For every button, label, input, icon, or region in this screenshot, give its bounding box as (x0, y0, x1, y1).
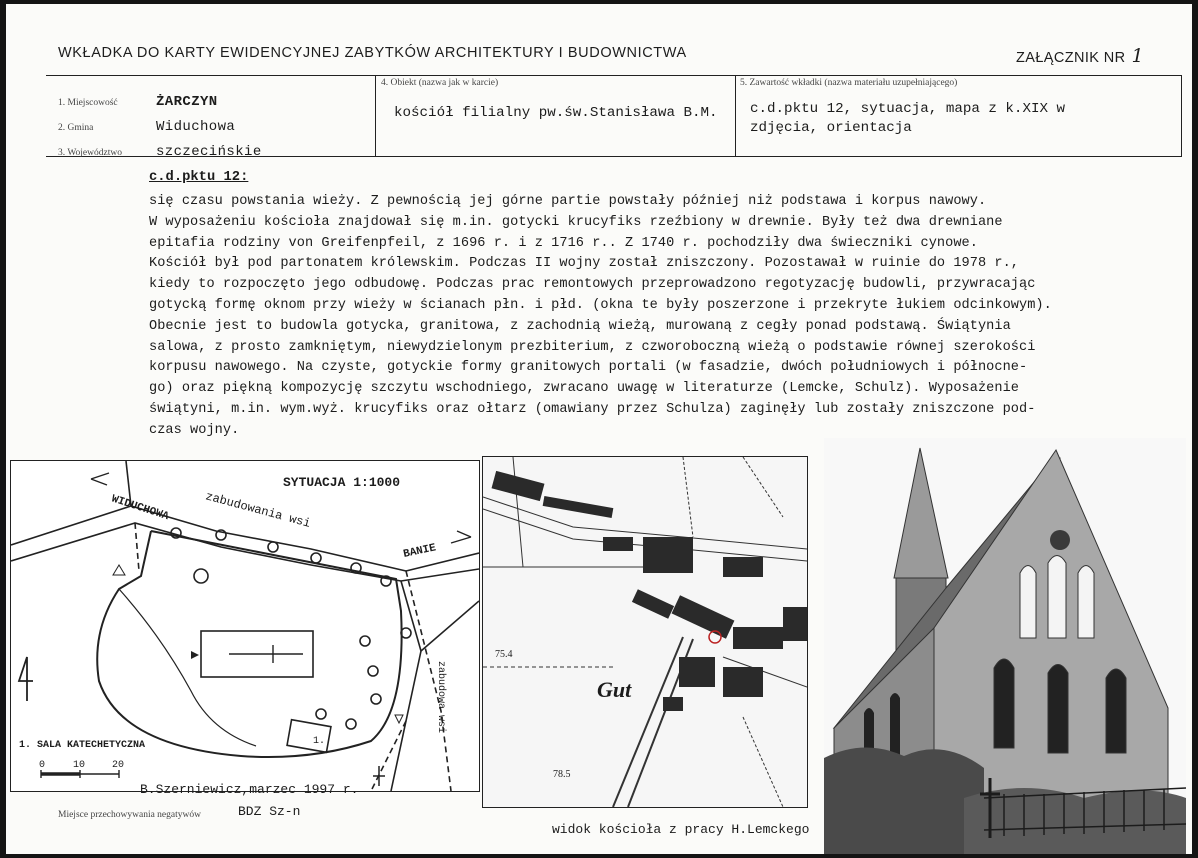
tree-symbol (311, 553, 321, 563)
map-building (733, 627, 783, 649)
map-building (723, 667, 763, 697)
body-line: Obecnie jest to budowla gotycka, granitowa, z zachodnią wieżą, murowaną z cegły ponad podstawą. Świątynia (149, 318, 1011, 334)
road-line (135, 523, 139, 571)
scale-label-20: 20 (112, 760, 125, 771)
record-sheet (6, 4, 1192, 854)
village-buildings-label: zabudowania wsi (203, 489, 312, 531)
body-line: kiedy to rozpoczęto jego odbudowę. Podczas prac remontowych przeprowadzono regotyzację budowli, przywracając (149, 277, 1036, 293)
body-line: korpusu nawowego. Na czyste, gotyckie formy granitowych portali (w fasadzie, dwóch południowych i północne- (149, 360, 1028, 376)
attachment-number (1016, 45, 1144, 67)
gothic-window (1020, 566, 1036, 639)
gothic-window (1078, 566, 1094, 639)
tree-symbol (371, 694, 381, 704)
body-line: go) oraz piękną kompozycję szczytu wschodniego, zwracano uwagę w literaturze (Lemcke, Schulz). Wyposażenie (149, 381, 1020, 397)
gothic-window (890, 693, 900, 758)
tree-symbol (346, 719, 356, 729)
negatives-storage-label: Miejsce przechowywania negatywów (58, 810, 201, 820)
map-elevation: 75.4 (495, 649, 513, 660)
gothic-window (1048, 556, 1066, 639)
attachment-label: ZAŁĄCZNIK NR (1016, 50, 1126, 66)
form-column-divider-2 (735, 75, 736, 157)
contents-value-line-1: c.d.pktu 12, sytuacja, mapa z k.XIX w (750, 101, 1066, 117)
historic-map-drawing (483, 457, 807, 807)
map-building (643, 537, 693, 573)
road-line (421, 601, 479, 651)
road-line (401, 569, 479, 581)
body-text (149, 192, 1052, 442)
body-line: gotycką formę oknom przy wieży w ścianach płn. i płd. (okna te były poszerzone i przekryte łukiem odcinkowym). (149, 297, 1052, 313)
side-buildings-label: zabudowa wsi (435, 661, 446, 734)
tree-symbol (316, 709, 326, 719)
gothic-window (1048, 665, 1068, 754)
body-line: Kościół był pod partonatem królewskim. Podczas II wojny został zniszczony. Pozostawał w ruinie do 1978 r., (149, 256, 1020, 272)
object-label: 4. Obiekt (nazwa jak w karcie) (381, 78, 499, 88)
church-photo (824, 438, 1186, 854)
body-line: czas wojny. (149, 422, 240, 438)
body-line: W wyposażeniu kościoła znajdował się m.in. gotycki krucyfiks rzeźbiony w drewnie. Były też dwa drewniane (149, 214, 1003, 230)
form-right-edge (1181, 75, 1182, 157)
site-plan-drawing (11, 461, 479, 791)
negatives-storage-value: BDZ Sz-n (238, 804, 301, 819)
body-line: się czasu powstania wieży. Z pewnością jej górne partie powstały później niż podstawa i korpus nawowy. (149, 194, 987, 209)
historic-map (482, 456, 808, 808)
map-label-gut: Gut (597, 677, 632, 702)
contents-label: 5. Zawartość wkładki (nazwa materiału uzupełniającego) (740, 78, 958, 88)
contents-value-line-2: zdjęcia, orientacja (750, 120, 912, 136)
section-heading: c.d.pktu 12: (149, 170, 249, 185)
body-line: świątyni, m.in. wym.wyż. krucyfiks oraz ołtarz (omawiany przez Schulza) zaginęły lub zostały zniszczone pod- (149, 401, 1036, 417)
tree-symbol (194, 569, 208, 583)
gothic-window (994, 659, 1014, 748)
gate-marker (395, 715, 403, 723)
site-plan-title: SYTUACJA 1:1000 (283, 475, 401, 490)
map-elevation: 78.5 (553, 769, 571, 780)
scale-label-0: 0 (39, 760, 46, 771)
locality-value: ŻARCZYN (156, 94, 218, 110)
church-cross (229, 645, 303, 663)
object-value: kościół filialny pw.św.Stanisława B.M. (394, 105, 718, 121)
map-building (603, 537, 633, 551)
map-building (679, 657, 715, 687)
scale-label-10: 10 (73, 760, 86, 771)
map-building (783, 607, 807, 641)
form-column-divider-1 (375, 75, 376, 157)
north-arrow (19, 657, 33, 701)
gothic-window (1106, 669, 1126, 753)
arrow-banie (451, 531, 471, 543)
tree-symbol (360, 636, 370, 646)
entrance-marker (191, 651, 199, 659)
map-building (663, 697, 683, 711)
rose-window (1050, 530, 1070, 550)
photo-caption: widok kościoła z pracy H.Lemckego (552, 822, 810, 837)
tree-symbol (368, 666, 378, 676)
attachment-number-value: 1 (1131, 45, 1145, 67)
map-building (723, 557, 763, 577)
province-value: szczecińskie (156, 144, 262, 160)
legend-item: 1. SALA KATECHETYCZNA (19, 740, 146, 751)
locality-label: 1. Miejscowość (58, 98, 118, 108)
path-line (119, 589, 256, 746)
commune-label: 2. Gmina (58, 123, 94, 133)
tree-symbol (268, 542, 278, 552)
plan-author: B.Szerniewicz,marzec 1997 r. (140, 782, 359, 797)
cross-symbol (373, 766, 385, 786)
church-illustration (824, 438, 1186, 854)
body-line: epitafia rodziny von Greifenpfeil, z 1696 r. i z 1716 r.. Z 1740 r. pochodziły dwa świeczniki cynowe. (149, 235, 978, 251)
road-label-banie: BANIE (402, 542, 438, 561)
arrow-widuchowa (91, 473, 109, 485)
road-label-widuchowa: WIDUCHOWA (109, 493, 170, 524)
shrubbery (824, 747, 984, 854)
province-label: 3. Województwo (58, 148, 122, 158)
road-line (11, 506, 406, 571)
road-line (371, 721, 406, 791)
form-title: WKŁADKA DO KARTY EWIDENCYJNEJ ZABYTKÓW ARCHITEKTURY I BUDOWNICTWA (58, 45, 687, 61)
form-top-rule (46, 75, 1182, 76)
body-line: salowa, z prosto zamkniętym, niewydzielonym prezbiterium, z czworoboczną wieżą o podstawie równej szerokości (149, 339, 1036, 355)
gate-marker (113, 565, 125, 575)
commune-value: Widuchowa (156, 119, 236, 135)
site-plan (10, 460, 480, 792)
building-number: 1. (313, 736, 326, 747)
